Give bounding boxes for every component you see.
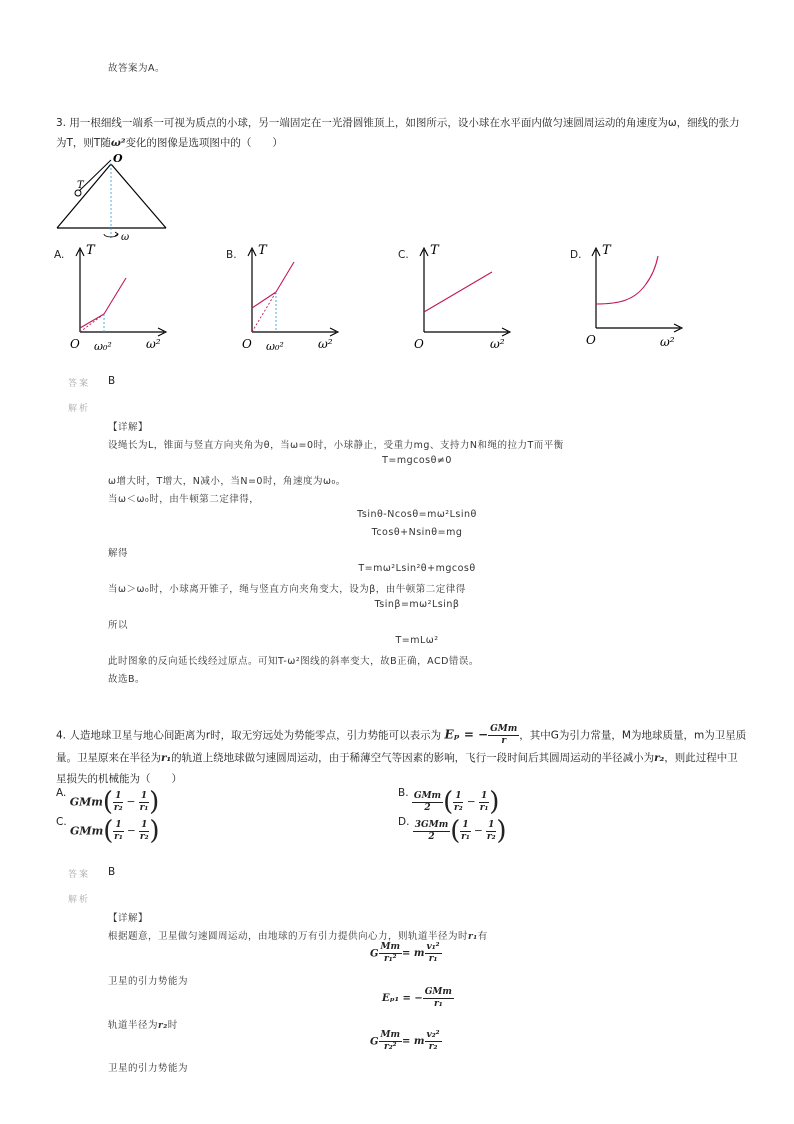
q3-b-origin: O (242, 337, 252, 351)
q4-detail-line2: 卫星的引力势能为 (108, 976, 189, 987)
q4-stem-line3: 星损失的机械能为（ ） (56, 773, 182, 785)
q4-stem-r2: r₂ (654, 752, 665, 764)
q3-line-7: 此时图象的反向延长线经过原点。可知T-ω²图线的斜率变大，故B正确，ACD错误。 (108, 656, 479, 667)
q3-option-c-graph (408, 240, 518, 355)
q4-option-d[interactable]: D. $\frac{\text{3GMm}}{2}$ ( $\frac{1}{\text{r₁}}$ − $\frac{1}{\text{r₂}}$ ) (398, 816, 507, 846)
q4-option-d-coef: $\frac{\text{3GMm}}{2}$ (414, 819, 449, 842)
q3-answer-label: 答案 (68, 379, 91, 389)
q3-eq-3: Tcosθ+Nsinθ=mg (371, 527, 463, 538)
q4-option-a-letter: A. (56, 787, 67, 799)
q3-d-x-label: ω² (660, 335, 675, 349)
q3-cone-figure (54, 150, 174, 245)
q4-detail-line4: 卫星的引力势能为 (108, 1063, 189, 1074)
q3-option-b-graph (236, 240, 346, 355)
q4-option-b[interactable]: B. $\frac{\text{GMm}}{2}$ ( $\frac{1}{\text{r₂}}$ − $\frac{1}{\text{r₁}}$ ) (398, 787, 500, 817)
q4-option-c-coef: GMm (70, 824, 104, 838)
q4-option-a-coef: GMm (69, 795, 103, 809)
q4-option-c-frac-2: $\frac{1}{\text{r₂}}$ (139, 819, 149, 842)
q3-a-x-label: ω² (146, 337, 161, 351)
q4-option-c-frac-1: $\frac{1}{\text{r₁}}$ (114, 819, 123, 842)
q3-option-a-graph (64, 240, 174, 355)
q4-option-c-letter: C. (56, 816, 67, 828)
q4-ep-fraction (488, 724, 519, 747)
q4-stem-r1: r₁ (161, 752, 172, 764)
q4-eq3: G $\frac{Mm}{\text{r₂²}}$ = m $\frac{\text{v₂²}}{\text{r₂}}$ (370, 1030, 440, 1052)
q4-option-b-frac-2: $\frac{1}{\text{r₁}}$ (479, 790, 489, 813)
q3-b-y-label: T (258, 243, 267, 258)
q3-eq-2: Tsinθ-Ncosθ=mω²Lsinθ (357, 509, 477, 520)
q4-stem-line2-b: 的轨道上绕地球做匀速圆周运动，由于稀薄空气等因素的影响，飞行一段时间后其圆周运动的半径减小为 (171, 752, 655, 764)
q3-eq-1: T=mgcosθ≠0 (382, 455, 452, 466)
q3-line-2: ω增大时，T增大，N减小，当N=0时，角速度为ω₀。 (108, 476, 346, 487)
q4-stem-line2 (56, 750, 738, 765)
q4-ep-num: GMm (490, 724, 518, 734)
q3-eq-6: T=mLω² (395, 635, 439, 646)
q4-option-d-frac-2: $\frac{1}{\text{r₂}}$ (486, 819, 496, 842)
q3-a-tick: ω₀² (94, 340, 112, 353)
q4-detail-line1: 根据题意，卫星做匀速圆周运动，由地球的万有引力提供向心力，则轨道半径为时r₁有 (108, 931, 488, 942)
q4-option-d-frac-1: $\frac{1}{\text{r₁}}$ (461, 819, 470, 842)
q3-analysis-label: 解析 (68, 404, 91, 414)
q3-option-c-letter: C. (398, 249, 409, 261)
q3-stem-math: ω² (110, 137, 126, 149)
q3-stem-line1: 3. 用一根细线一端系一可视为质点的小球，另一端固定在一光滑圆锥顶上，如图所示，设小球在水平面内做匀速圆周运动的角速度为ω，细线的张力 (56, 117, 740, 129)
q3-eq-4: T=mω²Lsin²θ+mgcosθ (358, 563, 476, 574)
q3-line-3: 当ω＜ω₀时，由牛顿第二定律得， (108, 494, 260, 505)
q4-analysis-label: 解析 (68, 895, 91, 905)
q3-option-d-letter: D. (570, 249, 582, 261)
q3-answer-value: B (108, 375, 116, 387)
q3-stem-line2-a: 为T，则T随 (56, 137, 111, 149)
q4-option-b-frac-1: $\frac{1}{\text{r₂}}$ (454, 790, 463, 813)
q3-option-a-letter: A. (54, 249, 65, 261)
q3-detail-header: 【详解】 (108, 422, 149, 433)
q4-option-c[interactable]: C. GMm( $\frac{1}{\text{r₁}}$ − $\frac{1}{\text{r₂}}$ ) (56, 816, 160, 846)
prev-answer-note: 故答案为A。 (108, 63, 165, 74)
q3-stem-line2-b: 变化的图像是选项图中的（ ） (125, 137, 283, 149)
q4-option-a[interactable]: A. GMm( $\frac{1}{\text{r₂}}$ − $\frac{1}{\text{r₁}}$ ) (56, 787, 160, 817)
q4-option-d-letter: D. (398, 816, 410, 828)
q3-b-tick: ω₀² (266, 340, 284, 353)
q3-line-8: 故选B。 (108, 674, 146, 685)
q4-option-b-letter: B. (398, 787, 409, 799)
q4-ep-lhs: Eₚ = − (444, 727, 489, 742)
q4-stem-line2-c: ，则此过程中卫 (664, 752, 738, 764)
q3-c-origin: O (414, 337, 424, 351)
q4-eq2: Eₚ₁ = − $\frac{\text{GMm}}{\text{r₁}}$ (382, 987, 452, 1009)
q3-line-1: 设绳长为L，锥面与竖直方向夹角为θ，当ω=0时，小球静止，受重力mg、支持力N和绳的拉力T而平衡 (108, 440, 564, 451)
q3-cone-apex-label: O (113, 152, 123, 165)
q3-option-b-letter: B. (226, 249, 237, 261)
q3-eq-5: Tsinβ=mω²Lsinβ (374, 599, 460, 610)
q3-cone-axis-label: ω (121, 232, 130, 243)
q4-stem-line2-a: 量。卫星原来在半径为 (56, 752, 161, 764)
q4-stem-line1-a: 4. 人造地球卫星与地心间距离为r时，取无穷远处为势能零点，引力势能可以表示为 (56, 729, 442, 742)
q3-line-6: 所以 (108, 620, 129, 631)
q4-option-b-coef: $\frac{\text{GMm}}{2}$ (413, 790, 442, 813)
q3-line-5: 当ω＞ω₀时，小球离开锥子，绳与竖直方向夹角变大，设为β，由牛顿第二定律得 (108, 584, 466, 595)
q4-stem-line1 (56, 724, 746, 747)
q4-detail-header: 【详解】 (108, 913, 149, 924)
q3-c-y-label: T (430, 243, 439, 258)
q4-answer-label: 答案 (68, 870, 91, 880)
q3-a-y-label: T (86, 243, 95, 258)
q4-option-a-frac-1: $\frac{1}{\text{r₂}}$ (113, 790, 123, 813)
q4-eq1: G $\frac{Mm}{\text{r₁²}}$ = m $\frac{\text{v₁²}}{\text{r₁}}$ (370, 942, 440, 964)
q3-b-x-label: ω² (318, 337, 333, 351)
q3-option-d-graph (580, 240, 690, 355)
q3-stem-line2 (56, 135, 283, 150)
q4-detail-line3: 轨道半径为r₂时 (108, 1020, 178, 1031)
q3-cone-ball-label: T (77, 180, 84, 191)
q4-answer-value: B (108, 866, 116, 878)
q3-c-x-label: ω² (490, 337, 505, 351)
q3-d-y-label: T (602, 243, 611, 258)
q4-stem-line1-b: ，其中G为引力常量，M为地球质量，m为卫星质 (519, 729, 747, 742)
q3-a-origin: O (70, 337, 80, 351)
q4-ep-den: r (501, 736, 507, 746)
q3-d-origin: O (586, 333, 596, 347)
q4-option-a-frac-2: $\frac{1}{\text{r₁}}$ (139, 790, 149, 813)
q3-line-4: 解得 (108, 548, 129, 559)
